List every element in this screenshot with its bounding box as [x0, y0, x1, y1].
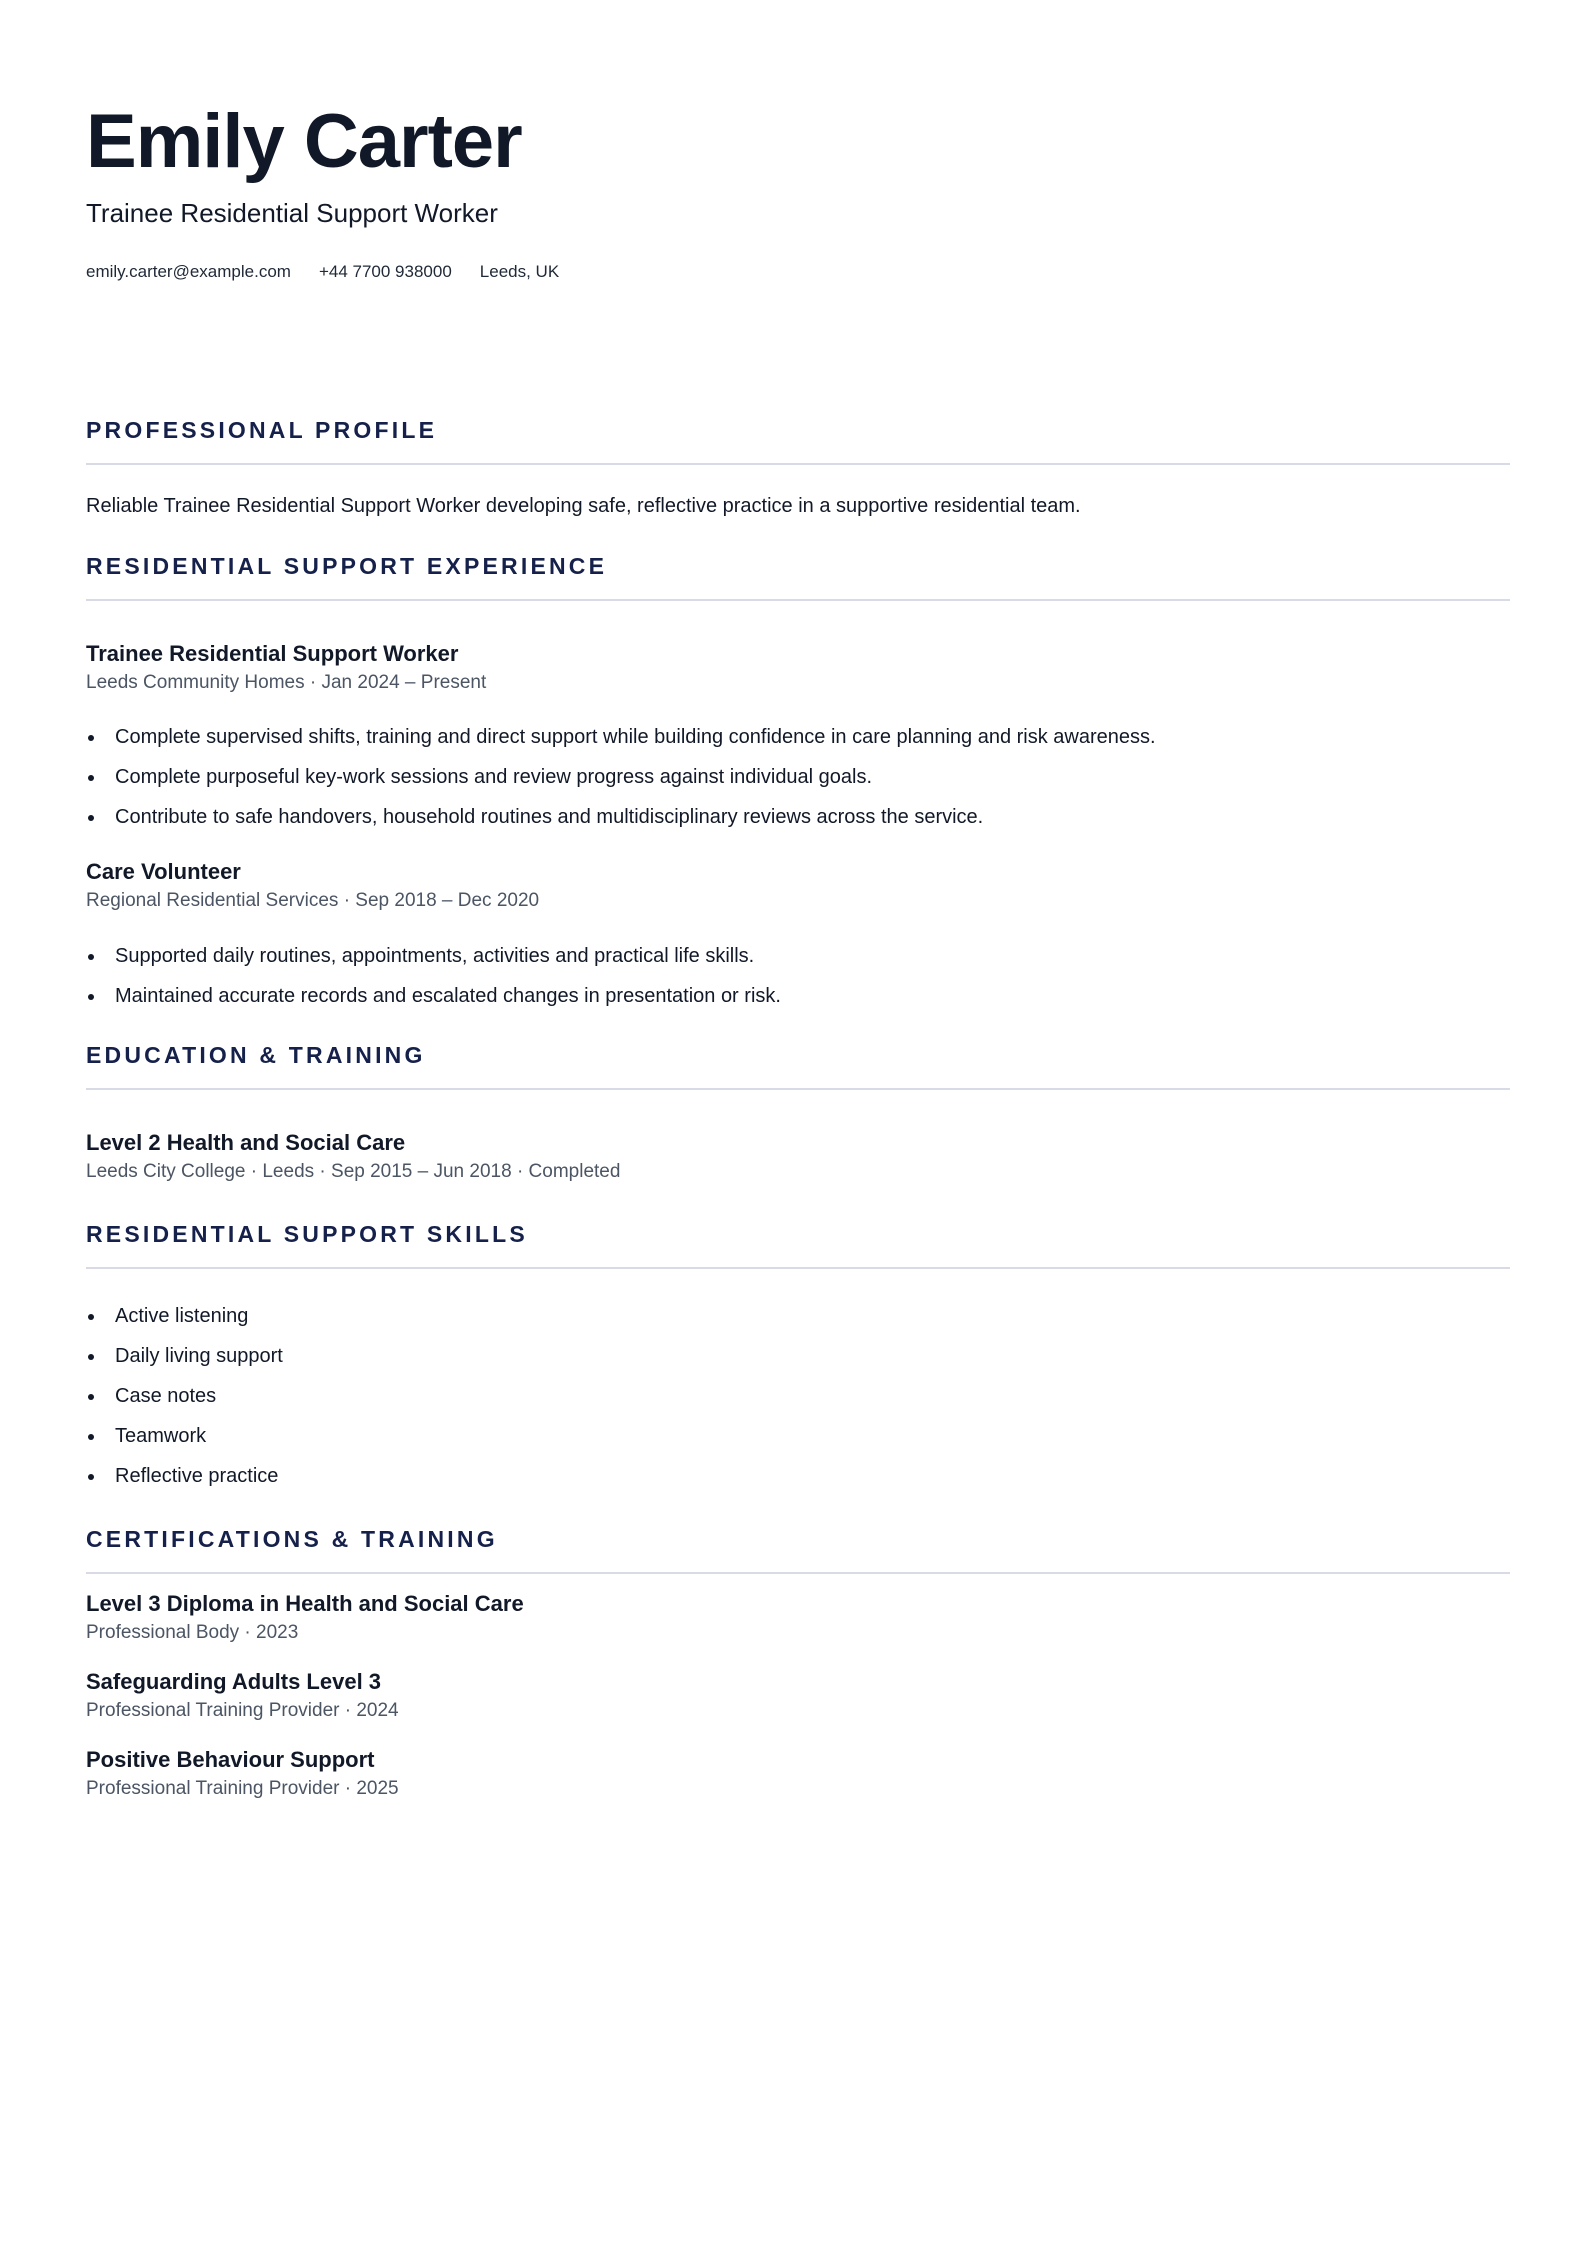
skill-item: Daily living support — [115, 1342, 283, 1382]
section-divider — [86, 1267, 1510, 1269]
job-bullets — [86, 723, 1156, 843]
certification-meta: Professional Body · 2023 — [86, 1622, 299, 1643]
certification-entry — [86, 1667, 1510, 1725]
certification-title: Safeguarding Adults Level 3 — [86, 1669, 382, 1694]
section-title: PROFESSIONAL PROFILE — [86, 417, 438, 443]
skill-item: Case notes — [115, 1382, 283, 1422]
certification-title: Level 3 Diploma in Health and Social Care — [86, 1591, 524, 1616]
bullet-item: Complete purposeful key-work sessions and review progress against individual goals. — [115, 763, 1156, 803]
bullet-item: Supported daily routines, appointments, activities and practical life skills. — [115, 942, 781, 982]
certification-meta: Professional Training Provider · 2025 — [86, 1778, 399, 1799]
job-bullets — [86, 942, 781, 1022]
bullet-item: Complete supervised shifts, training and direct support while building confidence in care planning and risk awareness. — [115, 723, 1156, 763]
certification-meta: Professional Training Provider · 2024 — [86, 1700, 399, 1721]
certification-entry — [86, 1745, 1510, 1803]
education-title: Level 2 Health and Social Care — [86, 1130, 406, 1155]
section-title: EDUCATION & TRAINING — [86, 1042, 426, 1068]
skill-item: Active listening — [115, 1302, 283, 1342]
job-title: Care Volunteer — [86, 859, 241, 884]
section-divider — [86, 463, 1510, 465]
experience-entry — [86, 639, 1510, 697]
section-title: CERTIFICATIONS & TRAINING — [86, 1526, 498, 1552]
section-education — [86, 1040, 1510, 1090]
profile-summary: Reliable Trainee Residential Support Worker developing safe, reflective practice in a supportive residential team. — [86, 495, 1081, 517]
section-profile — [86, 415, 1510, 465]
education-entry — [86, 1128, 1510, 1186]
experience-entry — [86, 857, 1510, 915]
candidate-name: Emily Carter — [86, 99, 522, 184]
skill-item: Teamwork — [115, 1422, 283, 1462]
job-meta: Leeds Community Homes · Jan 2024 – Present — [86, 672, 487, 693]
bullet-item: Maintained accurate records and escalated changes in presentation or risk. — [115, 982, 781, 1022]
education-meta: Leeds City College · Leeds · Sep 2015 – Jun 2018 · Completed — [86, 1161, 621, 1182]
section-certifications — [86, 1524, 1510, 1574]
section-divider — [86, 1088, 1510, 1090]
job-meta: Regional Residential Services · Sep 2018 – Dec 2020 — [86, 890, 540, 911]
skills-list — [86, 1302, 283, 1502]
certification-entry — [86, 1589, 1510, 1647]
job-title: Trainee Residential Support Worker — [86, 641, 459, 666]
section-experience — [86, 551, 1510, 601]
certification-title: Positive Behaviour Support — [86, 1747, 375, 1772]
candidate-headline: Trainee Residential Support Worker — [86, 198, 498, 228]
section-skills — [86, 1219, 1510, 1269]
bullet-item: Contribute to safe handovers, household routines and multidisciplinary reviews across the service. — [115, 803, 1156, 843]
section-divider — [86, 1572, 1510, 1574]
section-title: RESIDENTIAL SUPPORT EXPERIENCE — [86, 553, 608, 579]
section-title: RESIDENTIAL SUPPORT SKILLS — [86, 1221, 528, 1247]
section-divider — [86, 599, 1510, 601]
skill-item: Reflective practice — [115, 1462, 283, 1502]
contact-phone: +44 7700 938000 — [318, 262, 452, 281]
contact-email: emily.carter@example.com — [86, 262, 291, 281]
contact-line — [86, 261, 587, 283]
contact-location: Leeds, UK — [479, 262, 560, 281]
